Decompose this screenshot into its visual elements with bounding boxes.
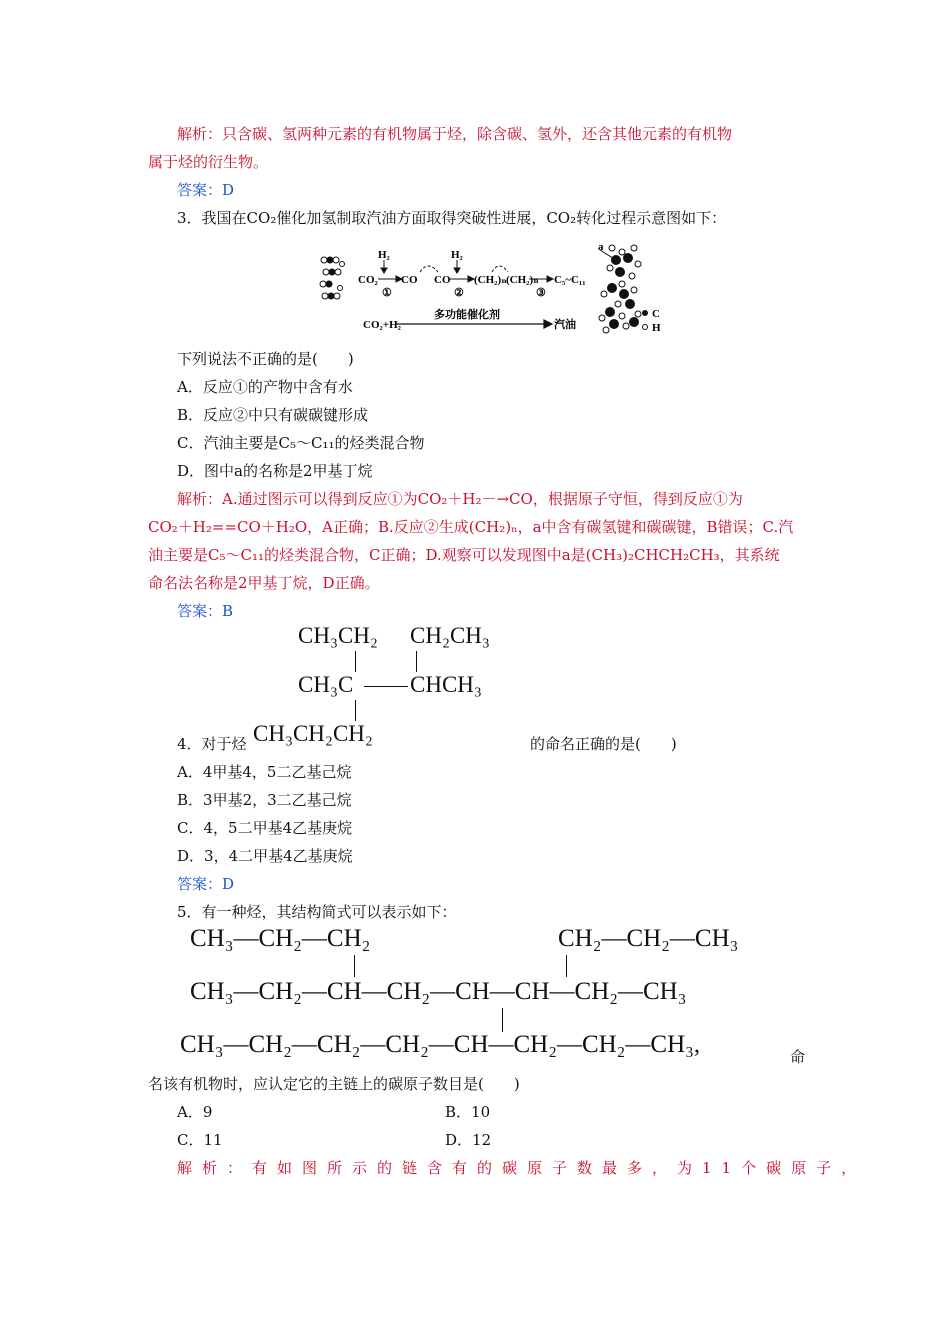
co-label-2: CO: [434, 274, 451, 286]
q5-struct-row2: CH₃—CH₂—CH—CH₂—CH—CH—CH₂—CH₃: [190, 978, 687, 1005]
label-a: a: [598, 241, 604, 253]
q5-bond-v3: [502, 1008, 503, 1032]
q3-question: 下列说法不正确的是( ): [177, 350, 354, 368]
q4-bond-v2: [416, 651, 417, 672]
q3-option-d: D．图中a的名称是2甲基丁烷: [177, 462, 373, 480]
q3-stem: 3．我国在CO₂催化加氢制取汽油方面取得突破性进展，CO₂转化过程示意图如下：: [177, 209, 727, 227]
gasoline-label: 汽油: [554, 319, 576, 331]
q2-answer: 答案：D: [177, 181, 235, 199]
q3-explanation-line4: 命名法名称是2甲基丁烷，D正确。: [148, 574, 380, 592]
legend-h-label: H: [652, 322, 661, 334]
q5-option-d: D．12: [445, 1131, 492, 1149]
q4-suffix: 的命名正确的是( ): [530, 735, 677, 753]
h2-arrow-2: [454, 260, 460, 273]
h2-label-1: H₂: [378, 249, 390, 261]
step3-label: ③: [536, 287, 546, 299]
q5-question: 名该有机物时，应认定它的主链上的碳原子数目是( ): [148, 1075, 520, 1093]
ch2n-label-2: (CH₂)ₙ: [506, 274, 539, 286]
legend-c-icon: [642, 310, 648, 316]
q2-explanation-line2: 属于烃的衍生物。: [148, 153, 269, 171]
q3-option-a: A．反应①的产物中含有水: [177, 378, 353, 396]
c5c11-label: C₅~C₁₁: [554, 274, 586, 286]
h2-label-2: H₂: [451, 249, 463, 261]
q4-bond-v3: [355, 700, 356, 721]
ch2n-label-1: (CH₂)ₙ: [474, 274, 507, 286]
q4-prefix: 4．对于烃: [177, 735, 247, 753]
q3-explanation-line3: 油主要是C₅～C₁₁的烃类混合物，C正确；D.观察可以发现图中a是(CH₃)₂CHCH₂CH₃，其系统: [148, 546, 780, 564]
q5-option-b: B．10: [445, 1103, 491, 1121]
q4-option-b: B．3甲基2，3二乙基己烷: [177, 791, 352, 809]
q2-explanation-line1: 解析：只含碳、氢两种元素的有机物属于烃，除含碳、氢外，还含其他元素的有机物: [177, 125, 733, 143]
q3-answer: 答案：B: [177, 602, 234, 620]
q4-struct-row1-left: CH₃CH₂: [298, 623, 378, 648]
q3-explanation-line2: CO₂＋H₂==CO＋H₂O，A正确；B.反应②生成(CH₂)ₙ，a中含有碳氢键和碳碳键，B错误；C.汽: [148, 518, 794, 536]
hydrocarbon-molecules-icon: [599, 245, 641, 333]
co-label-1: CO: [401, 274, 418, 286]
q3-explanation-line1: 解析：A.通过图示可以得到反应①为CO₂＋H₂－→CO，根据原子守恒，得到反应①为: [177, 490, 743, 508]
q4-struct-row3: CH₃CH₂CH₂: [253, 721, 373, 746]
q5-explanation: 解析：有如图所示的链含有的碳原子数最多，为11个碳原子，: [177, 1159, 867, 1177]
q5-struct-row3: CH₃—CH₂—CH₂—CH₂—CH—CH₂—CH₂—CH₃,: [180, 1031, 701, 1058]
step1-label: ①: [382, 287, 392, 299]
q4-answer: 答案：D: [177, 875, 235, 893]
q5-bond-v1: [354, 955, 355, 977]
q5-stem: 5．有一种烃，其结构简式可以表示如下：: [177, 903, 457, 921]
step2-label: ②: [454, 287, 464, 299]
q4-bond-h: [364, 686, 408, 687]
legend-h-icon: [643, 325, 648, 330]
q5-option-c: C．11: [177, 1131, 223, 1149]
q4-struct-row2-left: CH₃C: [298, 672, 354, 697]
q5-struct-row1-right: CH₂—CH₂—CH₃: [558, 925, 739, 952]
q4-option-a: A．4甲基4，5二乙基己烷: [177, 763, 352, 781]
catalyst-label: 多功能催化剂: [434, 309, 500, 321]
q5-tail: 命: [790, 1048, 806, 1066]
dashed-arrow-1: [420, 266, 438, 272]
q4-struct-row1-right: CH₂CH₃: [410, 623, 490, 648]
q5-option-a: A．9: [177, 1103, 213, 1121]
co2-conversion-diagram: [316, 238, 674, 338]
q4-struct-row2-right: CHCH₃: [410, 672, 482, 697]
h2-arrow-1: [381, 260, 387, 273]
q4-option-d: D．3，4二甲基4乙基庚烷: [177, 847, 353, 865]
dashed-arrow-2: [492, 266, 508, 272]
co2-label: CO₂: [358, 274, 378, 286]
co2-molecules-icon: [320, 257, 345, 299]
diagram-svg: [316, 238, 674, 338]
co2h2-label: CO₂+H₂: [363, 319, 401, 331]
q4-bond-v1: [355, 651, 356, 672]
legend-c-label: C: [652, 308, 660, 320]
q5-bond-v2: [566, 955, 567, 977]
q3-option-c: C．汽油主要是C₅～C₁₁的烃类混合物: [177, 434, 425, 452]
q3-option-b: B．反应②中只有碳碳键形成: [177, 406, 369, 424]
q5-struct-row1-left: CH₃—CH₂—CH₂: [190, 925, 371, 952]
q4-option-c: C．4，5二甲基4乙基庚烷: [177, 819, 353, 837]
